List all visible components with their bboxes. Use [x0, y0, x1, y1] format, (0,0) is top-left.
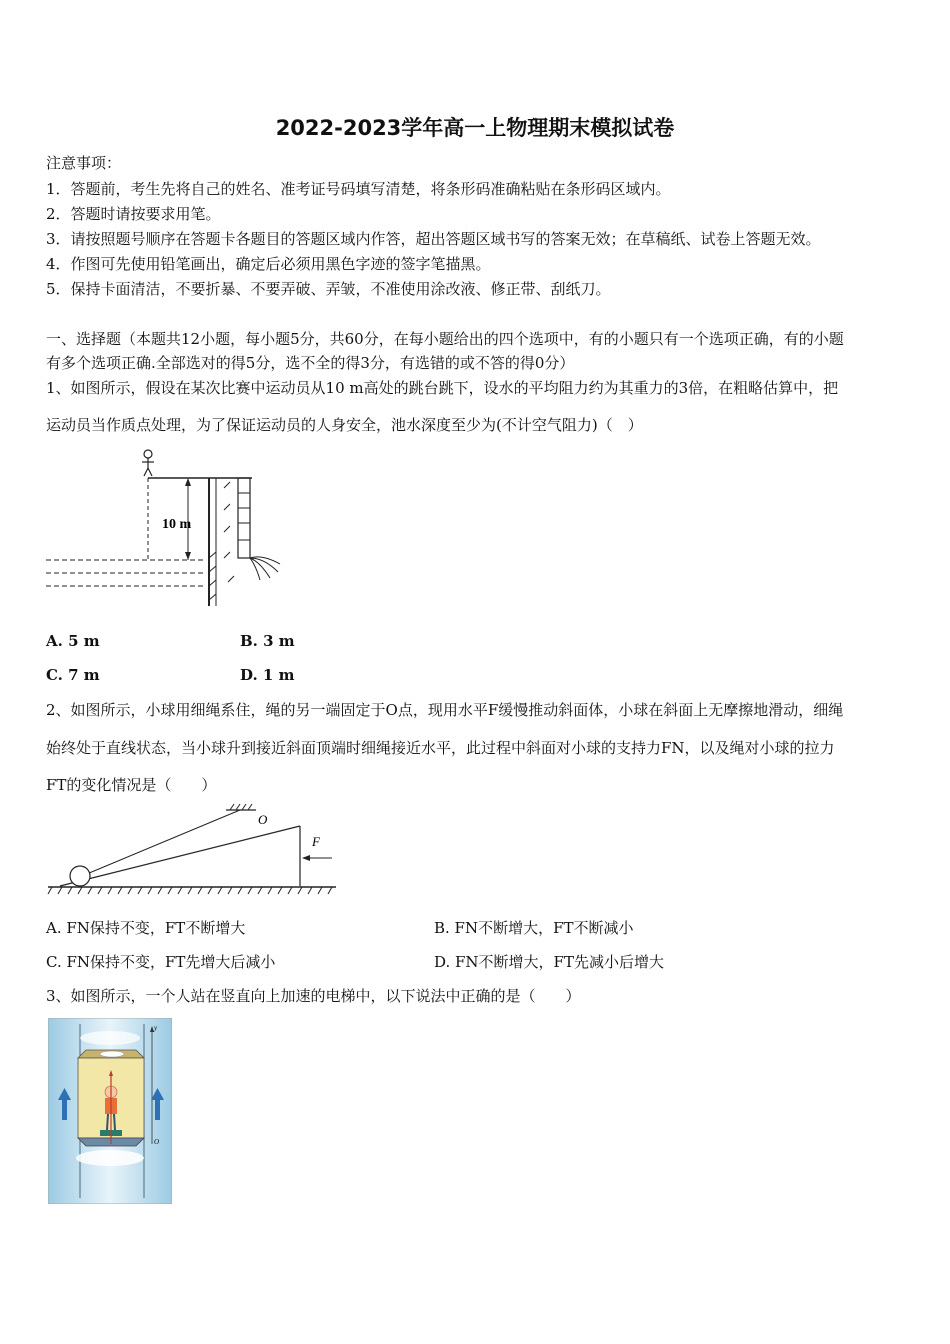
question-3-line-1: 3、如图所示，一个人站在竖直向上加速的电梯中，以下说法中正确的是（ ）: [46, 987, 581, 1005]
notice-item-1: 1．答题前，考生先将自己的姓名、准考证号码填写清楚，将条形码准确粘贴在条形码区域内。: [46, 180, 671, 198]
incline-figure: [46, 800, 346, 900]
q1-option-a[interactable]: A. 5 m: [46, 632, 100, 650]
q1-option-b[interactable]: B. 3 m: [240, 632, 295, 650]
question-2-line-3: FT的变化情况是（ ）: [46, 776, 217, 794]
notice-item-2: 2．答题时请按要求用笔。: [46, 205, 221, 223]
q2-option-b[interactable]: B. FN不断增大，FT不断减小: [434, 919, 634, 937]
force-f-label: F: [312, 834, 320, 849]
q2-option-d[interactable]: D. FN不断增大，FT先减小后增大: [434, 953, 664, 971]
elevator-figure: [48, 1018, 172, 1204]
point-o-label: O: [258, 812, 268, 827]
page-title: 2022-2023学年高一上物理期末模拟试卷: [275, 116, 675, 140]
question-2-line-2: 始终处于直线状态，当小球升到接近斜面顶端时细绳接近水平，此过程中斜面对小球的支持力FN，以及绳对小球的拉力: [46, 739, 835, 757]
notice-item-3: 3．请按照题号顺序在答题卡各题目的答题区域内作答，超出答题区域书写的答案无效；在草稿纸、试卷上答题无效。: [46, 230, 821, 248]
question-1-line-2: 运动员当作质点处理，为了保证运动员的人身安全，池水深度至少为(不计空气阻力)（ ）: [46, 416, 643, 434]
axis-y-label: y: [154, 1024, 158, 1032]
notice-item-4: 4．作图可先使用铅笔画出，确定后必须用黑色字迹的签字笔描黑。: [46, 255, 491, 273]
height-label: 10 m: [162, 517, 192, 532]
question-2-line-1: 2、如图所示，小球用细绳系住，绳的另一端固定于O点，现用水平F缓慢推动斜面体，小球在斜面上无摩擦地滑动，细绳: [46, 701, 844, 719]
question-1-line-1: 1、如图所示，假设在某次比赛中运动员从10 m高处的跳台跳下，设水的平均阻力约为其重力的3倍，在粗略估算中，把: [46, 379, 839, 397]
section-heading-line-2: 有多个选项正确.全部选对的得5分，选不全的得3分，有选错的或不答的得0分）: [46, 354, 575, 372]
section-heading-line-1: 一、选择题（本题共12小题，每小题5分，共60分，在每小题给出的四个选项中，有的小题只有一个选项正确，有的小题: [46, 330, 844, 348]
q2-option-c[interactable]: C. FN保持不变，FT先增大后减小: [46, 953, 276, 971]
q2-option-a[interactable]: A. FN保持不变，FT不断增大: [46, 919, 246, 937]
notice-item-5: 5．保持卡面清洁，不要折暴、不要弄破、弄皱，不准使用涂改液、修正带、刮纸刀。: [46, 280, 611, 298]
q1-option-d[interactable]: D. 1 m: [240, 666, 295, 684]
notice-heading: 注意事项：: [46, 154, 122, 172]
axis-origin-label: O: [154, 1138, 160, 1146]
q1-option-c[interactable]: C. 7 m: [46, 666, 100, 684]
diving-platform-figure: [46, 448, 296, 610]
